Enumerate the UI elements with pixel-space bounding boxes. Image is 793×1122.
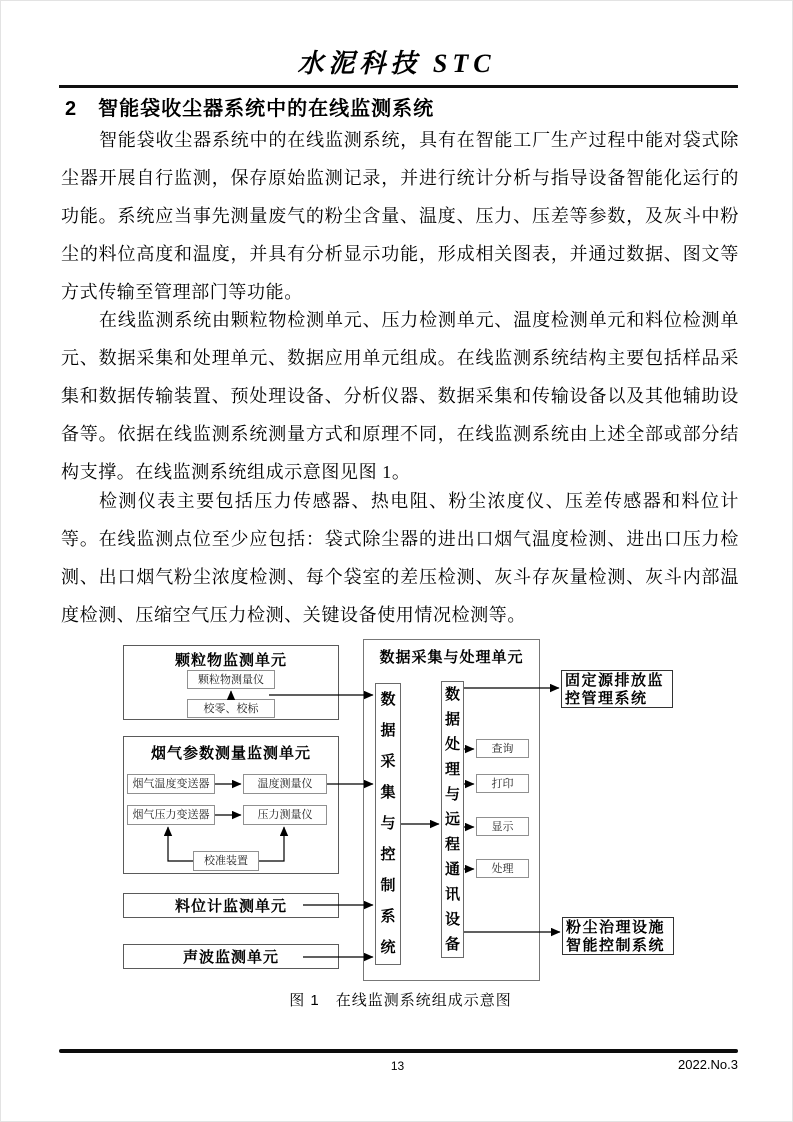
zero-span-calibration-box: 校零、校标 [187,699,275,718]
flue-gas-unit-title: 烟气参数测量监测单元 [150,745,311,762]
emission-system-box: 固定源排放监控管理系统 [561,670,673,708]
processing-comm-box: 数据处理与远程通讯设备 [441,681,464,958]
figure-caption: 图 1 在线监测系统组成示意图 [289,992,512,1009]
temp-transmitter-box: 烟气温度变送器 [127,774,215,794]
journal-title: 水泥科技 STC [297,49,496,78]
page-number: 13 [390,1059,405,1073]
temp-meter-box: 温度测量仪 [243,774,327,794]
pressure-transmitter-box: 烟气压力变送器 [127,805,215,825]
arrow-calibration-device-left [168,827,193,861]
level-unit-box: 料位计监测单元 [123,893,339,918]
figure-diagram [63,636,738,988]
particulate-unit-title: 颗粒物监测单元 [174,652,287,669]
paragraph-1: 智能袋收尘器系统中的在线监测系统，具有在智能工厂生产过程中能对袋式除尘器开展自行监测，保存原始监测记录，并进行统计分析与指导设备智能化运行的功能。系统应当事先测量废气的粉尘含量、温度、压力、压差等参数，及灰斗中粉尘的料位高度和温度，并具有分析显示功能，形成相关图表，并通过数据、图文等方式传输至管理部门等功能。 [61,130,739,302]
function-box-process: 处理 [476,859,529,878]
dust-control-system-box: 粉尘治理设施智能控制系统 [562,917,674,955]
daq-unit-title: 数据采集与处理单元 [379,649,524,666]
arrow-calibration-device-right [259,827,284,861]
paragraph-2: 在线监测系统由颗粒物检测单元、压力检测单元、温度检测单元和料位检测单元、数据采集和处理单元、数据应用单元组成。在线监测系统结构主要包括样品采集和数据传输装置、预处理设备、分析仪器、数据采集和传输设备以及其他辅助设备等。依据在线监测系统测量方式和原理不同，在线监测系统由上述全部或部分结构支撑。在线监测系统组成示意图见图 1。 [61,310,739,482]
particulate-meter-box: 颗粒物测量仪 [187,670,275,689]
figure-connectors [63,636,738,988]
paragraph-3: 检测仪表主要包括压力传感器、热电阻、粉尘浓度仪、压差传感器和料位计等。在线监测点位至少应包括：袋式除尘器的进出口烟气温度检测、进出口压力检测、出口烟气粉尘浓度检测、每个袋室的差压检测、灰斗存灰量检测、灰斗内部温度检测、压缩空气压力检测、关键设备使用情况检测等。 [61,491,739,625]
issue-number: 2022.No.3 [678,1057,738,1072]
function-box-query: 查询 [476,739,529,758]
function-box-display: 显示 [476,817,529,836]
acoustic-unit-box: 声波监测单元 [123,944,339,969]
pressure-meter-box: 压力测量仪 [243,805,327,825]
function-box-print: 打印 [476,774,529,793]
section-heading: 2 智能袋收尘器系统中的在线监测系统 [65,98,435,120]
header-rule [59,85,738,88]
calibration-device-box: 校准装置 [193,851,259,871]
footer-rule [59,1049,738,1053]
acquisition-control-box: 数据采集与控制系统 [375,683,401,965]
